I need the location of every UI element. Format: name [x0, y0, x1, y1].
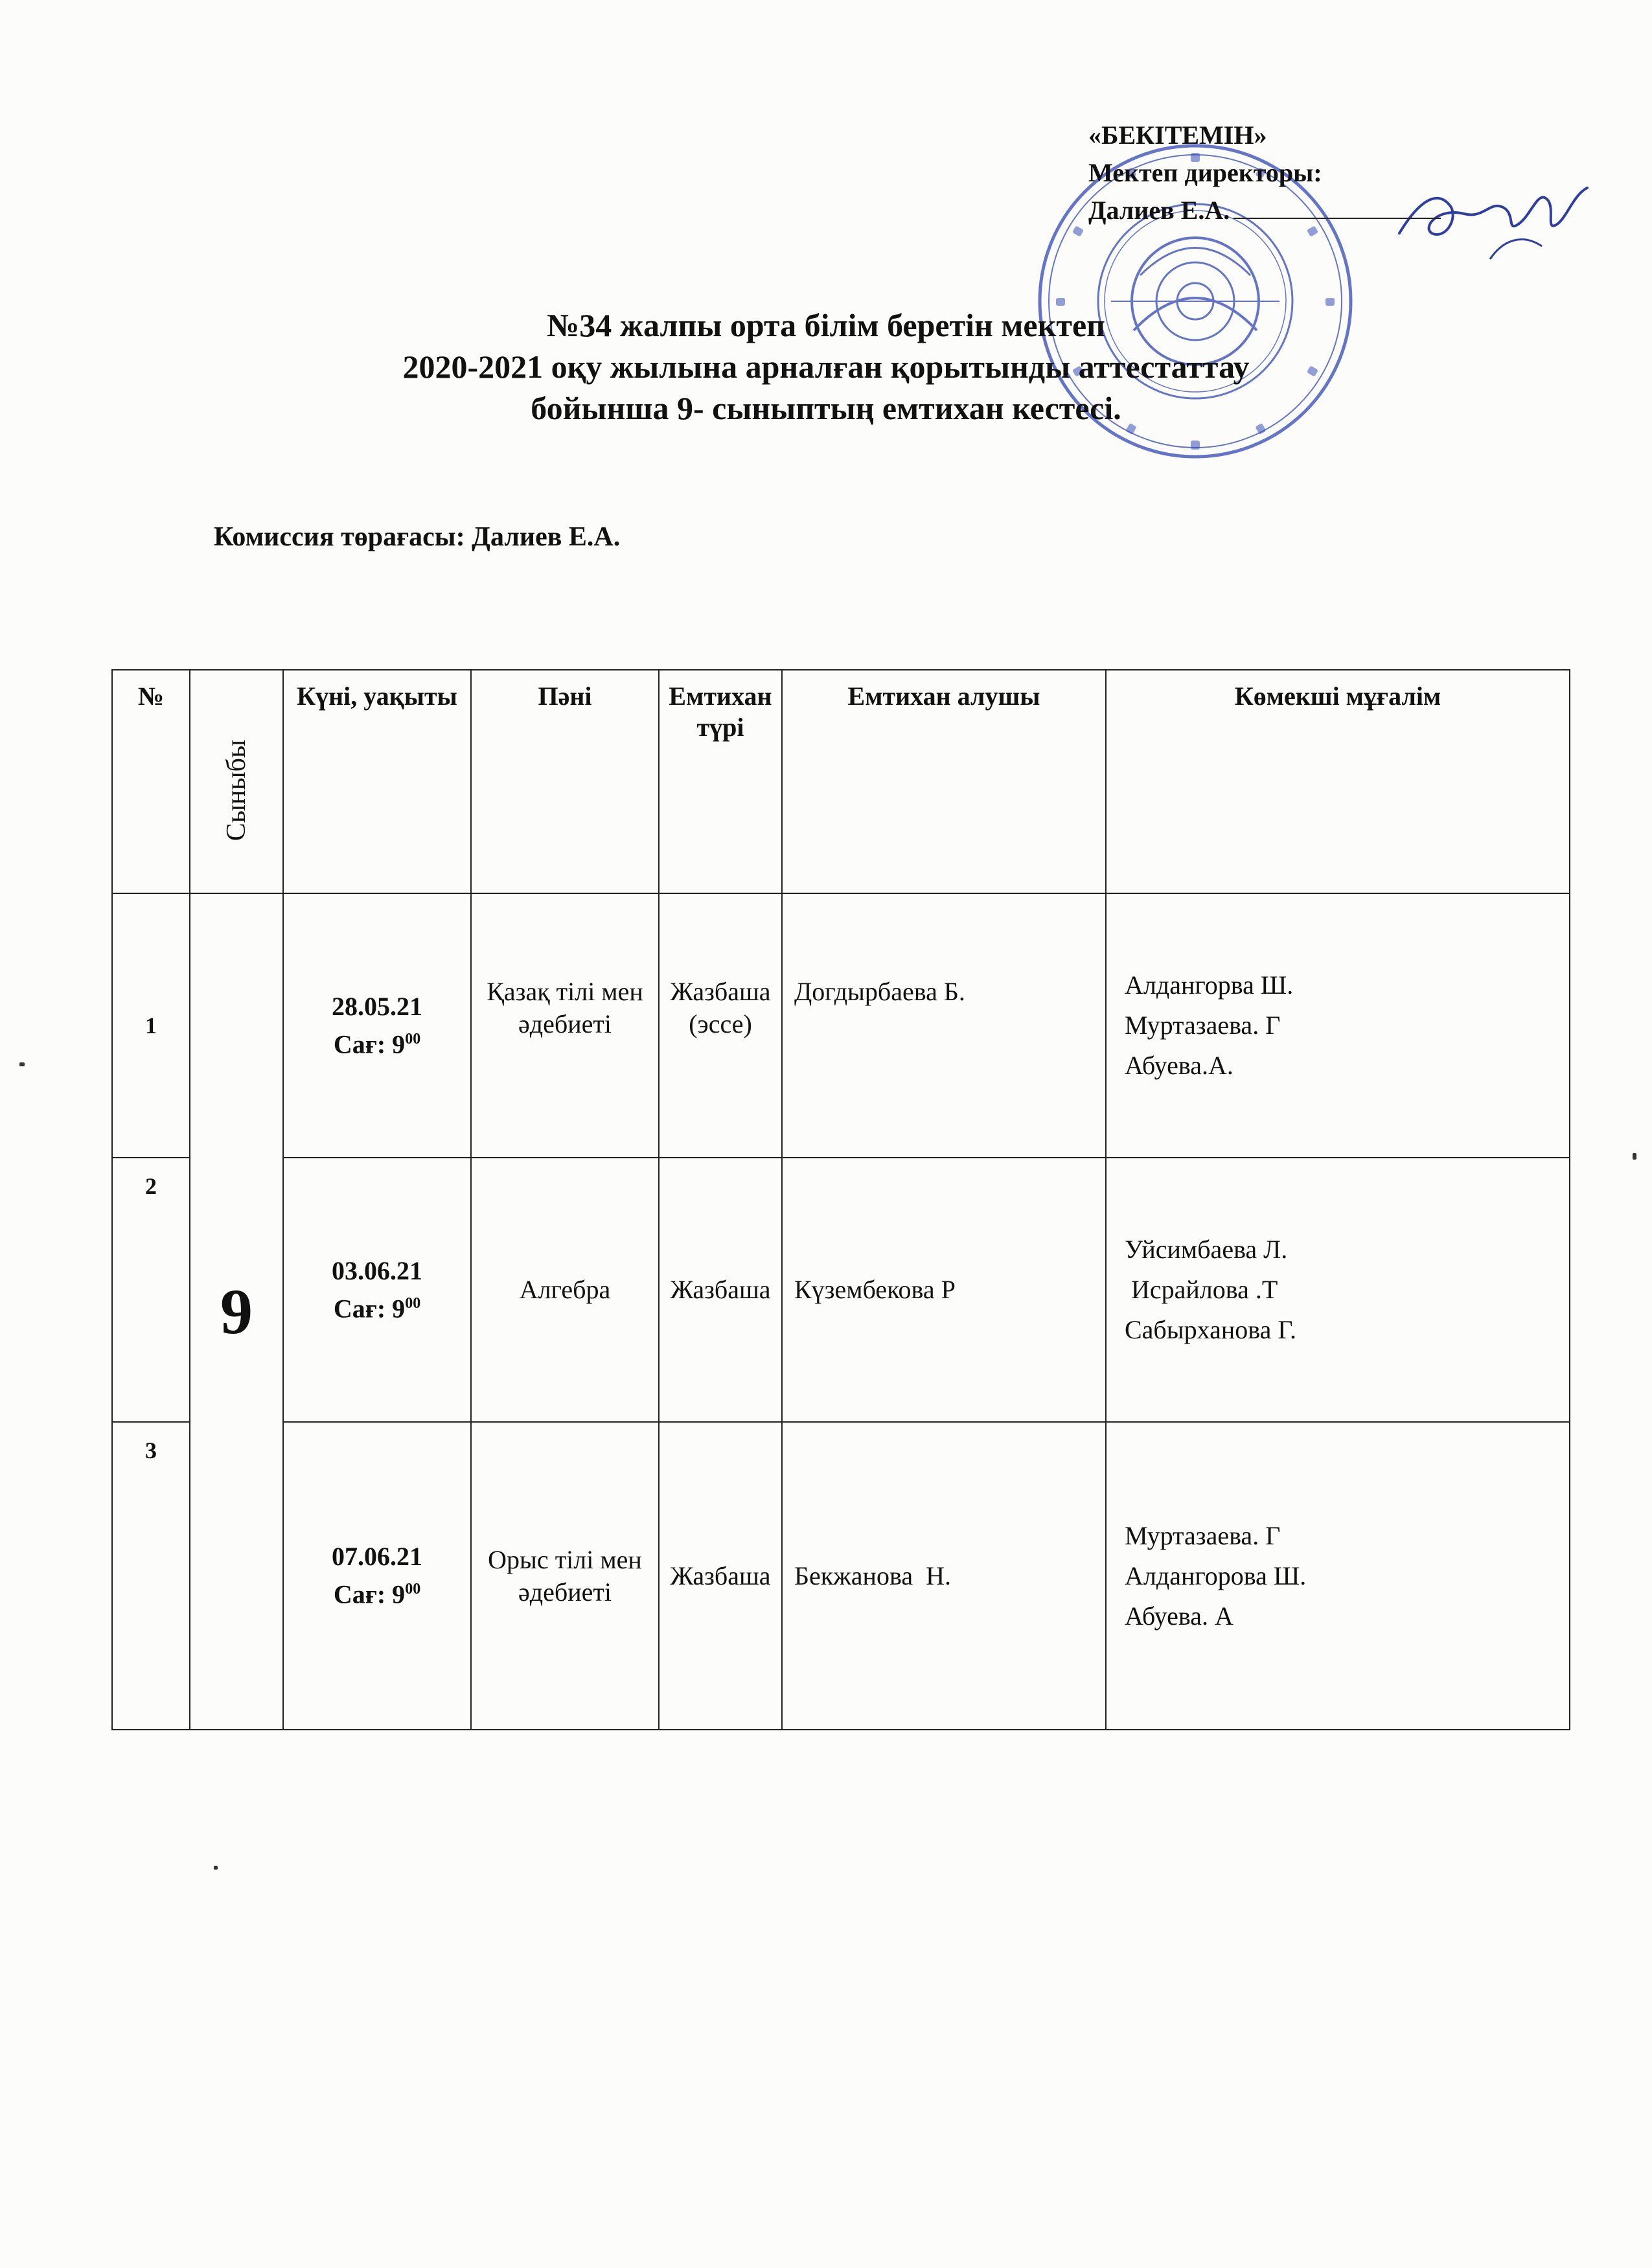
approval-position: Мектеп директоры:: [1088, 158, 1322, 187]
exam-time-label: Сағ: 9: [333, 1294, 406, 1323]
header-grade: Сыныбы: [222, 739, 251, 842]
header-date: Күні, уақыты: [283, 670, 471, 893]
scan-speck: [19, 1062, 25, 1066]
exam-time-label: Сағ: 9: [333, 1579, 406, 1609]
grade-value: 9: [190, 893, 283, 1730]
exam-type: Жазбаша: [659, 1158, 782, 1422]
exam-date-cell: [283, 893, 471, 1158]
exam-subject: Алгебра: [471, 1158, 659, 1422]
helper-teacher: Алдангорова Ш.: [1125, 1561, 1307, 1590]
table-row: [112, 1422, 1570, 1730]
approval-line: [1088, 192, 1441, 229]
exam-subject: Орыс тілі мен әдебиеті: [471, 1422, 659, 1730]
examiner: Бекжанова Н.: [782, 1422, 1106, 1730]
header-grade-cell: [190, 670, 283, 893]
exam-time-minutes: 00: [405, 1581, 421, 1598]
table-row: [112, 893, 1570, 1158]
exam-time-minutes: 00: [405, 1030, 421, 1048]
exam-date: 28.05.21: [332, 991, 422, 1021]
signature-line: [1233, 218, 1441, 219]
row-num: 2: [112, 1158, 190, 1422]
header-examiner: Емтихан алушы: [782, 670, 1106, 893]
helper-teacher: Сабырханова Г.: [1125, 1315, 1297, 1344]
helper-teachers: [1106, 893, 1570, 1158]
table-header-row: [112, 670, 1570, 893]
scan-speck: [1633, 1153, 1636, 1160]
approval-heading: «БЕКІТЕМІН»: [1088, 120, 1267, 150]
title-line-3: бойынша 9- сыныптың емтихан кестесі.: [531, 390, 1121, 426]
scan-speck: [214, 1866, 218, 1870]
exam-time-label: Сағ: 9: [333, 1029, 406, 1059]
exam-time: [284, 1573, 470, 1610]
helper-teacher: Муртазаева. Г: [1125, 1011, 1281, 1040]
exam-time: [284, 1287, 470, 1325]
title-line-1: №34 жалпы орта білім беретін мектеп: [547, 307, 1105, 343]
exam-schedule-table: [111, 669, 1570, 1730]
exam-date-cell: [283, 1158, 471, 1422]
approval-block: [1088, 117, 1441, 229]
row-num: 3: [112, 1422, 190, 1730]
helper-teachers: [1106, 1158, 1570, 1422]
exam-date: 03.06.21: [332, 1255, 422, 1285]
header-num: №: [112, 670, 190, 893]
exam-type: Жазбаша (эссе): [659, 893, 782, 1158]
director-name: Далиев Е.А.: [1088, 196, 1230, 225]
document-title: [0, 304, 1652, 429]
table-row: [112, 1158, 1570, 1422]
helper-teacher: Абуева. А: [1125, 1601, 1233, 1631]
helper-teacher: Уйсимбаева Л.: [1125, 1235, 1288, 1264]
exam-subject: Қазақ тілі мен әдебиеті: [471, 893, 659, 1158]
helper-teacher: Исрайлова .Т: [1125, 1275, 1278, 1304]
examiner: Күзембекова Р: [782, 1158, 1106, 1422]
exam-type: Жазбаша: [659, 1422, 782, 1730]
helper-teacher: Абуева.А.: [1125, 1051, 1233, 1080]
exam-time-minutes: 00: [405, 1294, 421, 1312]
examiner: Догдырбаева Б.: [782, 893, 1106, 1158]
exam-date-cell: [283, 1422, 471, 1730]
helper-teachers: [1106, 1422, 1570, 1730]
helper-teacher: Алдангорва Ш.: [1125, 970, 1294, 1000]
exam-date: 07.06.21: [332, 1542, 422, 1572]
exam-time: [284, 1023, 470, 1060]
header-helpers: Көмекші мұғалім: [1106, 670, 1570, 893]
row-num: 1: [112, 893, 190, 1158]
helper-teacher: Муртазаева. Г: [1125, 1520, 1281, 1550]
header-subject: Пәні: [471, 670, 659, 893]
title-line-2: 2020-2021 оқу жылына арналған қорытынды аттестаттау: [402, 349, 1250, 385]
commission-chair: Комиссия төрағасы: Далиев Е.А.: [214, 522, 621, 552]
header-exam-type: Емтихан түрі: [659, 670, 782, 893]
